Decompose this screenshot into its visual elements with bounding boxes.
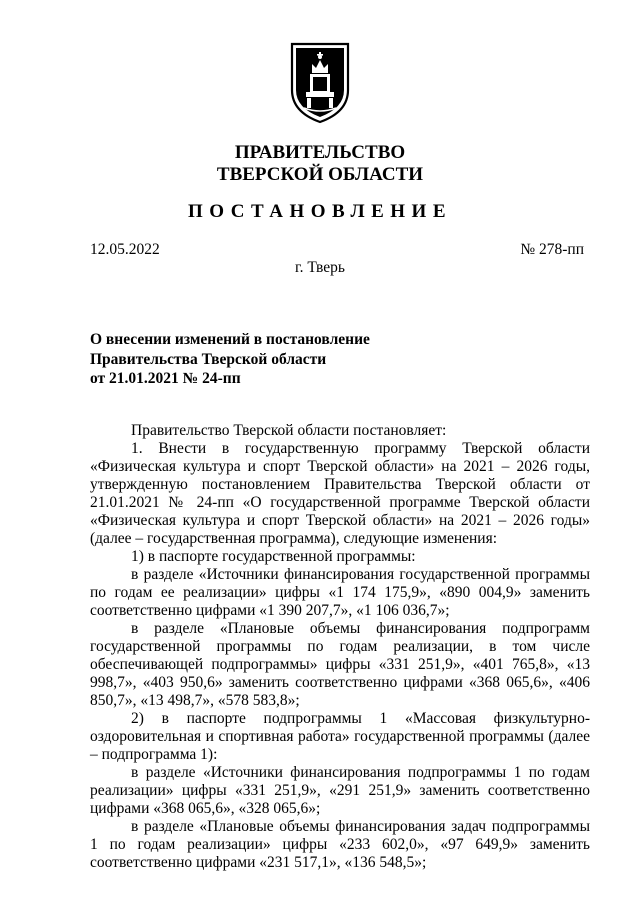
body-paragraph-5: 2) в паспорте подпрограммы 1 «Массовая физкультурно-оздоровительная и спортивная работа» государственной программы (далее – подпрограмма 1): — [90, 710, 590, 763]
subject-line3: от 21.01.2021 № 24-пп — [90, 370, 241, 387]
document-body — [90, 422, 590, 872]
body-intro: Правительство Тверской области постановляет: — [131, 422, 447, 439]
document-type-heading: ПОСТАНОВЛЕНИЕ — [187, 201, 453, 222]
document-number: № 278-пп — [520, 241, 584, 258]
body-paragraph-4: в разделе «Плановые объемы финансирования подпрограмм государственной программы по годам реализации, в том числе обеспечивающей подпрограммы» цифры «331 251,9», «401 765,8», «13 998,7», «403 950,6» заменить соответственно цифрами «368 065,6», «406 850,7», «13 498,7», «578 583,8»; — [90, 620, 590, 709]
subject-line2: Правительства Тверской области — [90, 350, 327, 368]
government-title-line1: ПРАВИТЕЛЬСТВО — [234, 142, 406, 163]
body-paragraph-7: в разделе «Плановые объемы финансирования задач подпрограммы 1 по годам реализации» цифры «233 602,0», «97 649,9» заменить соответственно цифрами «231 517,1», «136 548,5»; — [90, 818, 590, 871]
body-paragraph-2: 1) в паспорте государственной программы: — [131, 548, 416, 565]
body-paragraph-6: в разделе «Источники финансирования подпрограммы 1 по годам реализации» цифры «331 251,9», «291 251,9» заменить соответственно цифрами «368 065,6», «328 065,6»; — [90, 764, 590, 817]
coat-of-arms-icon — [288, 40, 352, 124]
body-paragraph-1: 1. Внести в государственную программу Тверской области «Физическая культура и спорт Тверской области» на 2021 – 2026 годы, утвержденную постановлением Правительства Тверской области от 21.01.2021 № 24-пп «О государственной программе Тверской области «Физическая культура и спорт Тверской области» на 2021 – 2026 годы» (далее – государственная программа), следующие изменения: — [90, 440, 590, 547]
document-subject — [90, 330, 490, 389]
government-title-line2: ТВЕРСКОЙ ОБЛАСТИ — [216, 164, 424, 185]
document-city: г. Тверь — [295, 259, 345, 276]
subject-line1: О внесении изменений в постановление — [90, 331, 370, 348]
document-date: 12.05.2022 — [90, 241, 160, 258]
body-paragraph-3: в разделе «Источники финансирования государственной программы по годам ее реализации» цифры «1 174 175,9», «890 004,9» заменить соответственно цифрами «1 390 207,7», «1 106 036,7»; — [90, 566, 590, 619]
